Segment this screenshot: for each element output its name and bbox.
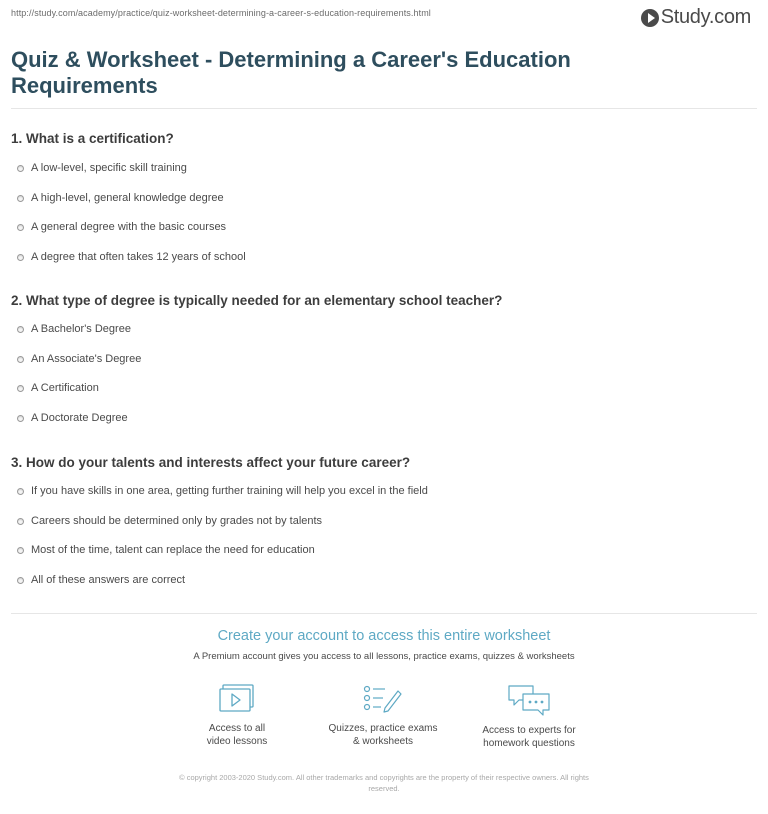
- page-url: http://study.com/academy/practice/quiz-worksheet-determining-a-career-s-education-requirements.html: [11, 8, 431, 18]
- question-2: 2. What type of degree is typically needed for an elementary school teacher?: [11, 293, 503, 308]
- answer-label: A degree that often takes 12 years of school: [31, 251, 246, 263]
- feature-video-lessons: [167, 684, 307, 748]
- radio-button[interactable]: [17, 518, 24, 525]
- answer-option[interactable]: [17, 353, 141, 365]
- answer-label: A Bachelor's Degree: [31, 323, 131, 335]
- title-divider: [11, 108, 757, 109]
- answer-label: A high-level, general knowledge degree: [31, 192, 224, 204]
- answer-label: Careers should be determined only by grades not by talents: [31, 515, 323, 527]
- answer-label: An Associate's Degree: [31, 353, 142, 365]
- feature-label: Quizzes, practice exams & worksheets: [328, 723, 438, 747]
- expert-chat-icon: [507, 684, 551, 716]
- answer-option[interactable]: [17, 544, 315, 556]
- answer-label: A Doctorate Degree: [31, 412, 128, 424]
- radio-button[interactable]: [17, 385, 24, 392]
- radio-button[interactable]: [17, 195, 24, 202]
- answer-option[interactable]: [17, 162, 187, 174]
- answer-option[interactable]: [17, 485, 428, 497]
- radio-button[interactable]: [17, 488, 24, 495]
- radio-button[interactable]: [17, 577, 24, 584]
- premium-description: A Premium account gives you access to all lessons, practice exams, quizzes & worksheets: [193, 651, 575, 662]
- answer-option[interactable]: [17, 192, 224, 204]
- answer-option[interactable]: [17, 221, 226, 233]
- radio-button[interactable]: [17, 224, 24, 231]
- answer-option[interactable]: [17, 382, 99, 394]
- radio-button[interactable]: [17, 356, 24, 363]
- top-bar: [0, 0, 768, 40]
- study-logo[interactable]: [641, 6, 751, 29]
- video-lesson-icon: [219, 684, 255, 714]
- answer-label: A Certification: [31, 382, 99, 394]
- question-3: 3. How do your talents and interests affect your future career?: [11, 455, 411, 470]
- answer-option[interactable]: [17, 251, 246, 263]
- answer-option[interactable]: [17, 323, 131, 335]
- feature-experts: [459, 684, 599, 750]
- logo-text: Study.com: [660, 6, 751, 28]
- answer-label: All of these answers are correct: [31, 574, 186, 586]
- radio-button[interactable]: [17, 165, 24, 172]
- feature-label: Access to experts for homework questions: [482, 725, 576, 749]
- section-divider: [11, 613, 757, 614]
- answer-label: A general degree with the basic courses: [31, 221, 227, 233]
- answer-label: Most of the time, talent can replace the need for education: [31, 544, 315, 556]
- question-1: 1. What is a certification?: [11, 131, 174, 146]
- radio-button[interactable]: [17, 254, 24, 261]
- radio-button[interactable]: [17, 415, 24, 422]
- answer-label: If you have skills in one area, getting further training will help you excel in the field: [31, 485, 428, 497]
- play-logo-icon: [641, 9, 659, 27]
- radio-button[interactable]: [17, 326, 24, 333]
- feature-quizzes: [313, 684, 453, 748]
- answer-option[interactable]: [17, 574, 185, 586]
- quiz-checklist-icon: [363, 684, 403, 714]
- radio-button[interactable]: [17, 547, 24, 554]
- answer-option[interactable]: [17, 412, 128, 424]
- feature-label: Access to all video lessons: [206, 723, 268, 747]
- copyright-footer: © copyright 2003-2020 Study.com. All other trademarks and copyrights are the property of their respective owners. All rights reserved.: [179, 773, 589, 793]
- answer-option[interactable]: [17, 515, 322, 527]
- page-title: Quiz & Worksheet - Determining a Career's Education Requirements: [11, 47, 571, 98]
- answer-label: A low-level, specific skill training: [31, 162, 187, 174]
- create-account-link[interactable]: Create your account to access this entire worksheet: [217, 628, 551, 644]
